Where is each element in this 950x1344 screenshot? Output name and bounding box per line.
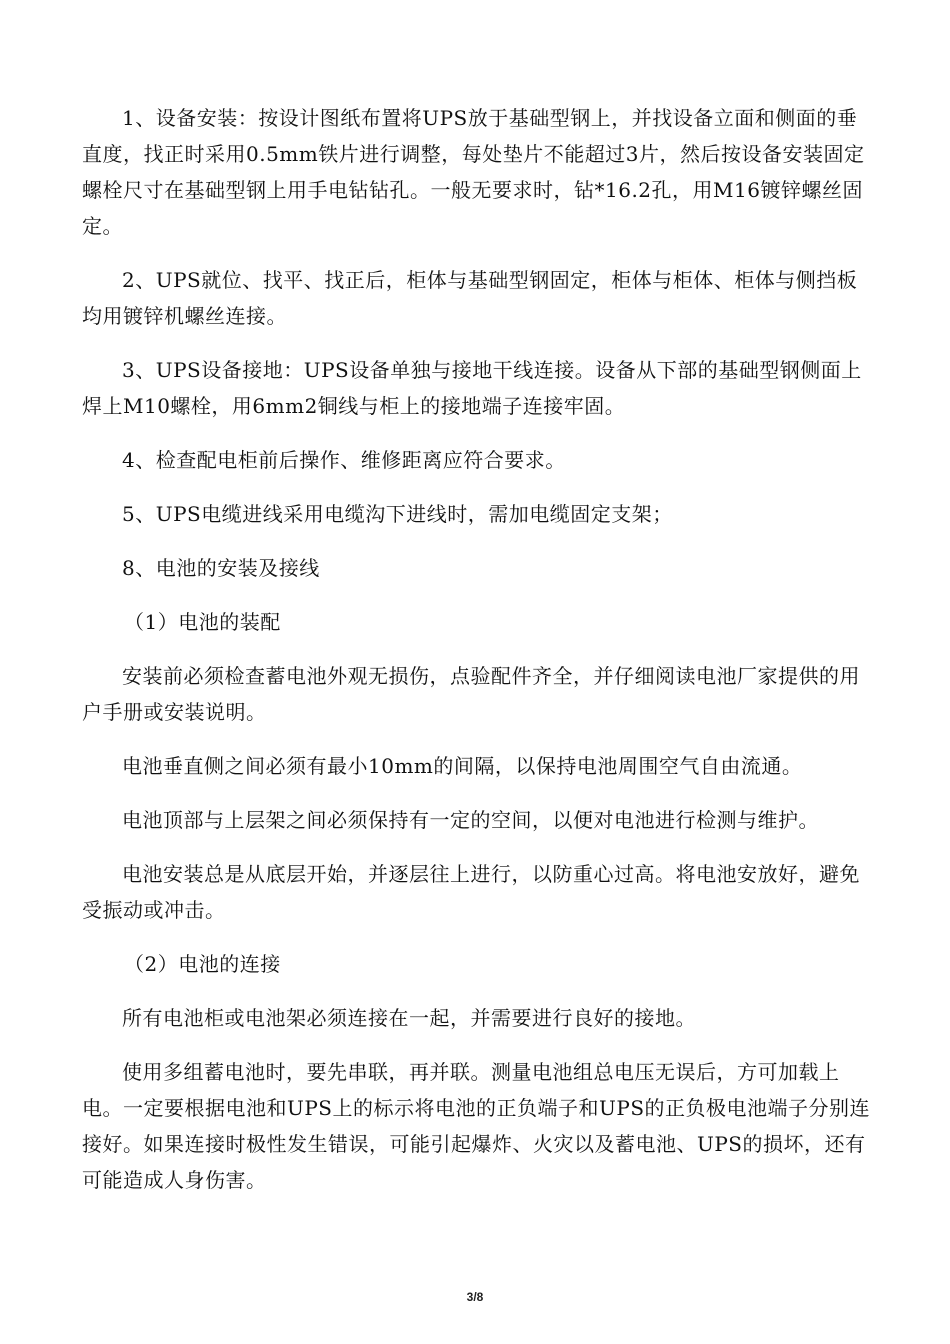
paragraph-ups-positioning: 2、UPS就位、找平、找正后，柜体与基础型钢固定，柜体与柜体、柜体与侧挡板均用镀锌机螺丝连接。: [82, 268, 858, 328]
paragraph-equipment-installation: 1、设备安装：按设计图纸布置将UPS放于基础型钢上，并找设备立面和侧面的垂直度，找正时采用0.5mm铁片进行调整，每处垫片不能超过3片，然后按设备安装固定螺栓尺寸在基础型钢上用手电钻钻孔。一般无要求时，钻*16.2孔，用M16镀锌螺丝固定。: [82, 106, 865, 238]
paragraph-cabinet-grounding: 所有电池柜或电池架必须连接在一起，并需要进行良好的接地。: [122, 1006, 696, 1030]
paragraph-pre-install-check: 安装前必须检查蓄电池外观无损伤，点验配件齐全，并仔细阅读电池厂家提供的用户手册或安装说明。: [82, 664, 860, 724]
document-body: [82, 100, 872, 1216]
paragraph-distance-check: 4、检查配电柜前后操作、维修距离应符合要求。: [122, 448, 566, 472]
paragraph-cable-entry: 5、UPS电缆进线采用电缆沟下进线时，需加电缆固定支架；: [122, 502, 673, 526]
subheading-battery-assembly: （1）电池的装配: [124, 610, 281, 634]
paragraph-ups-grounding: 3、UPS设备接地：UPS设备单独与接地干线连接。设备从下部的基础型钢侧面上焊上M10螺栓，用6mm2铜线与柜上的接地端子连接牢固。: [82, 358, 862, 418]
paragraph-battery-bottom-up: 电池安装总是从底层开始，并逐层往上进行，以防重心过高。将电池安放好，避免受振动或冲击。: [82, 862, 860, 922]
paragraph-battery-spacing: 电池垂直侧之间必须有最小10mm的间隔，以保持电池周围空气自由流通。: [122, 754, 803, 778]
subheading-battery-connection: （2）电池的连接: [124, 952, 281, 976]
heading-battery-installation: 8、电池的安装及接线: [122, 556, 320, 580]
paragraph-battery-top-space: 电池顶部与上层架之间必须保持有一定的空间，以便对电池进行检测与维护。: [122, 808, 819, 832]
page-number: 3/8: [466, 1290, 484, 1304]
paragraph-series-parallel: 使用多组蓄电池时，要先串联，再并联。测量电池组总电压无误后，方可加载上电。一定要根据电池和UPS上的标示将电池的正负端子和UPS的正负极电池端子分别连接好。如果连接时极性发生错误，可能引起爆炸、火灾以及蓄电池、UPS的损坏，还有可能造成人身伤害。: [82, 1060, 871, 1192]
